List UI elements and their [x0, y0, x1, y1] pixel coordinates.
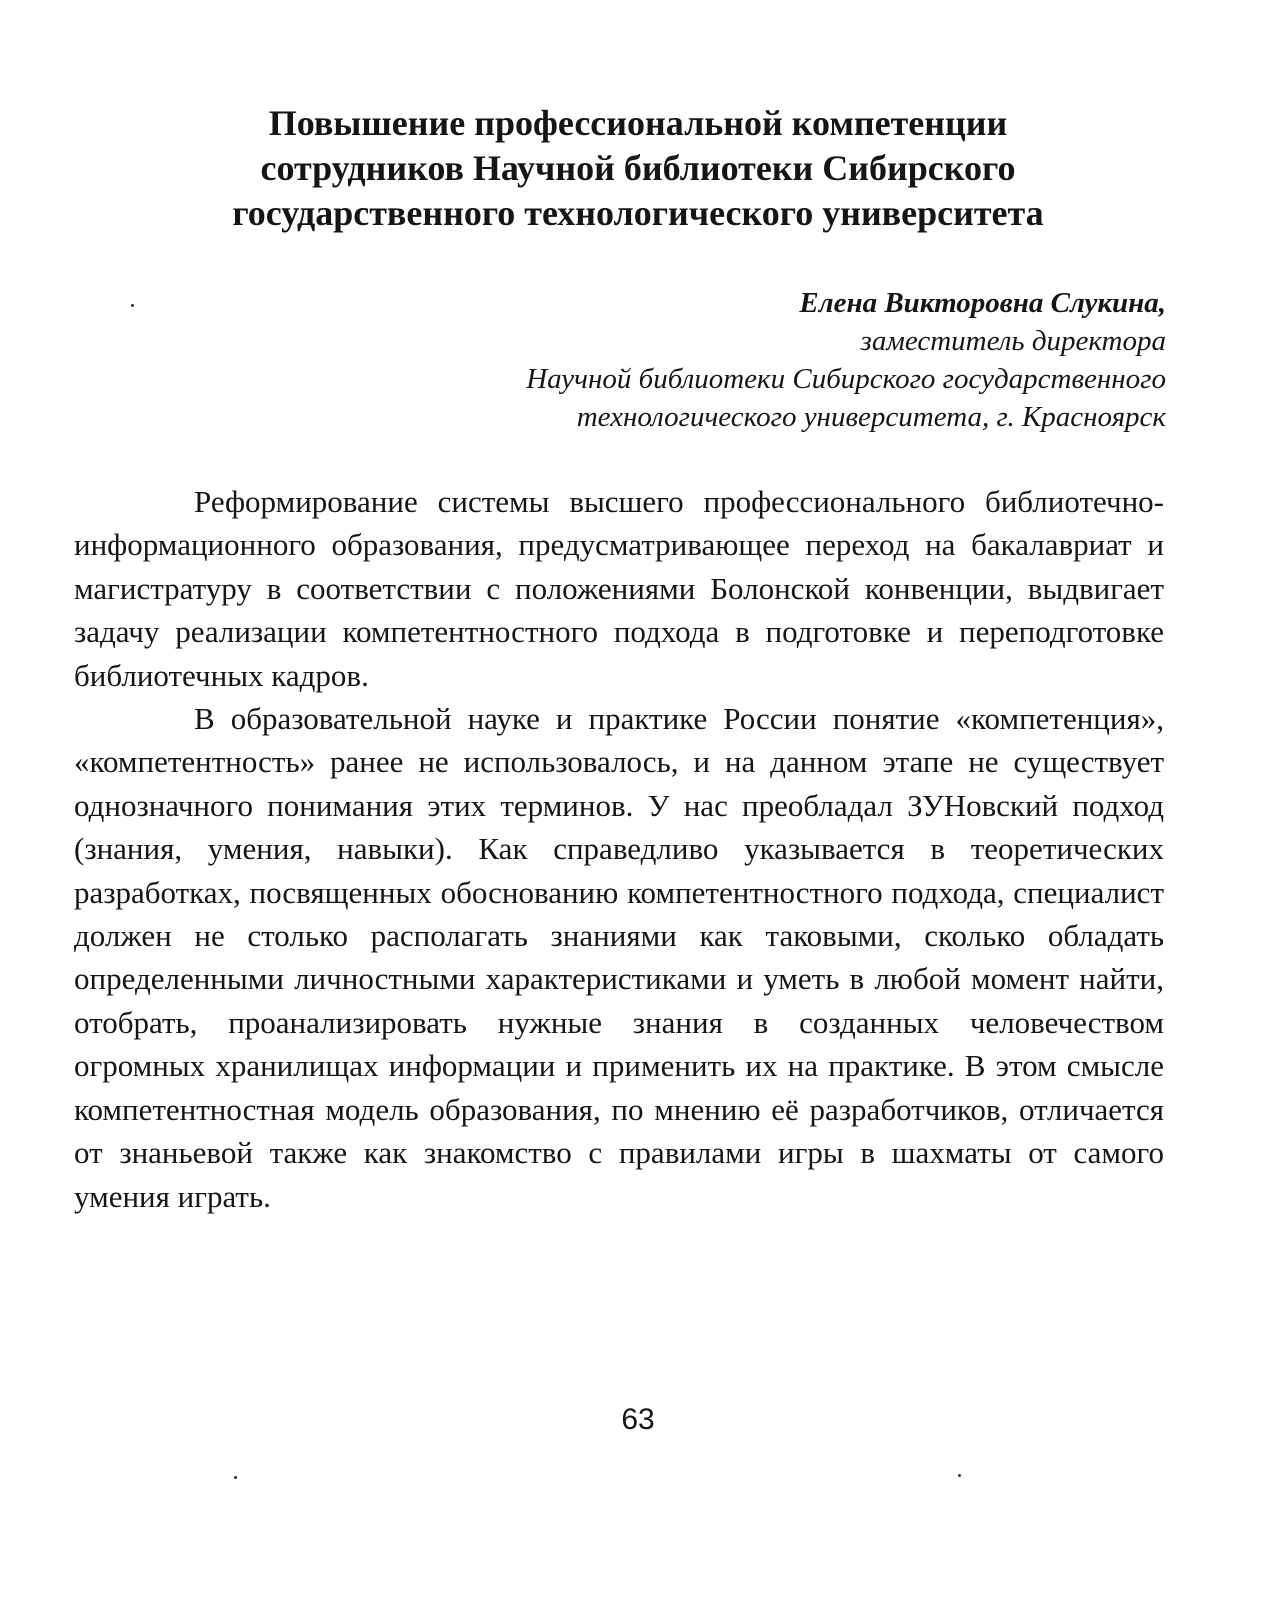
title-line: государственного технологического университета: [232, 193, 1044, 233]
author-position-line: технологического университета, г. Красноярск: [576, 401, 1166, 433]
author-block: [266, 284, 1166, 436]
author-position-line: Научной библиотеки Сибирского государственного: [526, 363, 1166, 395]
title-line: Повышение профессиональной компетенции: [268, 103, 1008, 143]
title-line: сотрудников Научной библиотеки Сибирского: [260, 148, 1016, 188]
page-number: 63: [621, 1403, 655, 1436]
article-body: [74, 480, 1164, 1218]
scan-speck: [131, 304, 134, 307]
scan-speck: [234, 1476, 237, 1479]
paragraph: В образовательной науке и практике России понятие «компетенция», «компетентность» ранее не использовалось, и на данном этапе не существует однозначного понимания этих терминов. У нас преобладал ЗУНовский подход (знания, умения, навыки). Как справедливо указывается в теоретических разработках, посвященных обоснованию компетентностного подхода, специалист должен не столько располагать знаниями как таковыми, сколько обладать определенными личностными характеристиками и уметь в любой момент найти, отобрать, проанализировать нужные знания в созданных человечеством огромных хранилищах информации и применить их на практике. В этом смысле компетентностная модель образования, по мнению её разработчиков, отличается от знаньевой также как знакомство с правилами игры в шахматы от самого умения играть.: [74, 701, 1164, 1214]
author-position-line: заместитель директора: [860, 325, 1166, 357]
paragraph: Реформирование системы высшего профессионального библиотечно-информационного образования, предусматривающее переход на бакалавриат и магистратуру в соответствии с положениями Болонской конвенции, выдвигает задачу реализации компетентностного подхода в подготовке и переподготовке библиотечных кадров.: [74, 484, 1164, 693]
scan-speck: [958, 1474, 961, 1477]
author-name: Елена Викторовна Слукина,: [799, 287, 1166, 319]
article-title: [120, 101, 1156, 236]
